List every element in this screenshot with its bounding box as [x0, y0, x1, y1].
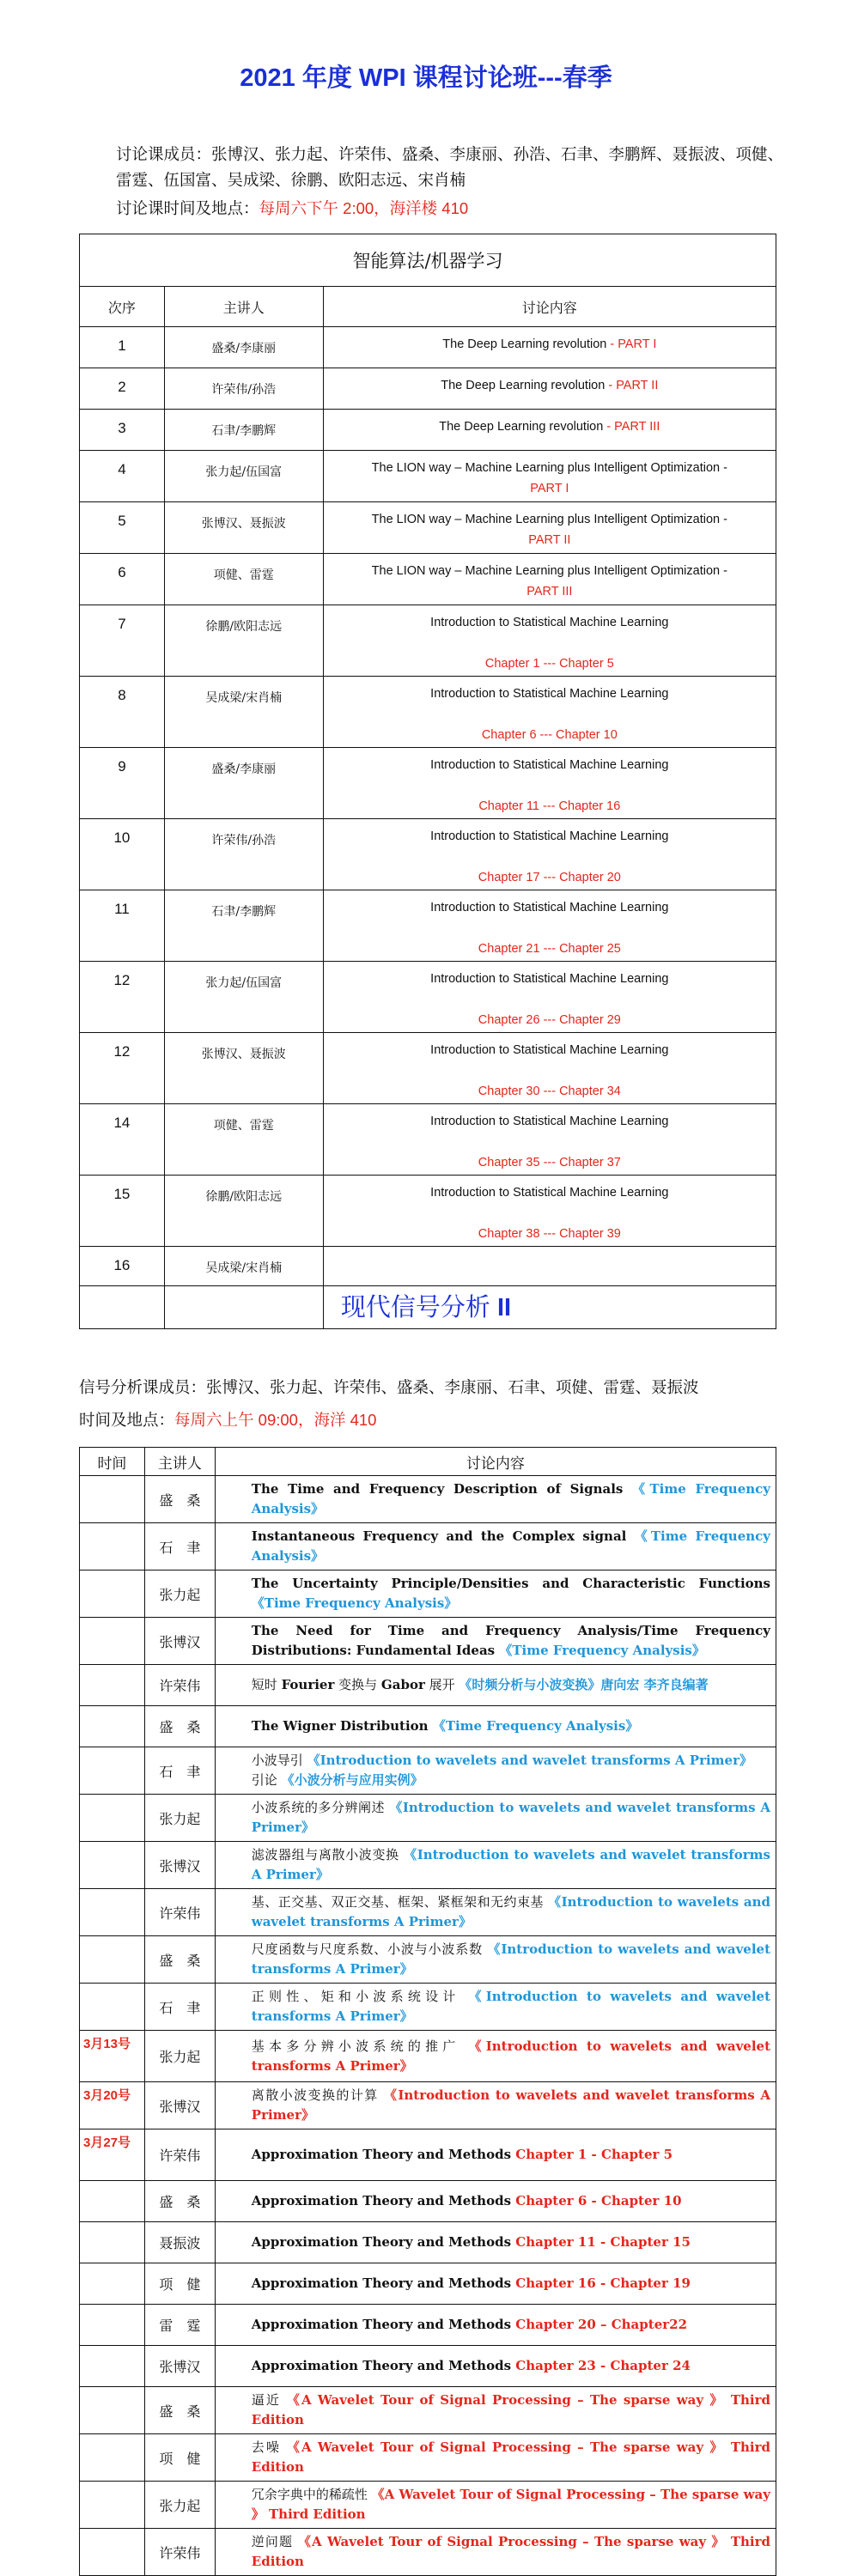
- content-segment: 《Time Frequency Analysis》: [499, 1643, 705, 1658]
- content-title: Introduction to Statistical Machine Learning: [430, 1115, 669, 1128]
- table-row: [80, 554, 776, 605]
- content-segment: 逼近: [251, 2392, 287, 2408]
- content-segment: 去噪: [251, 2439, 287, 2455]
- table-row: [80, 1936, 776, 1984]
- row-number: 2: [80, 368, 165, 410]
- content-title: Introduction to Statistical Machine Learning: [430, 829, 669, 843]
- row-speaker: 项 健: [144, 2263, 215, 2305]
- row-content: [215, 2263, 776, 2305]
- table-row: [80, 1747, 776, 1795]
- row-speaker: 石聿/李鹏辉: [164, 890, 323, 962]
- row-date: 3月27号: [80, 2129, 145, 2181]
- table-row: [80, 1476, 776, 1523]
- row-date: [80, 1842, 145, 1889]
- row-speaker: 许荣伟: [144, 1665, 215, 1706]
- content-chapters: PART II: [528, 533, 571, 547]
- row-speaker: 吴成梁/宋肖楠: [164, 677, 323, 748]
- title2-text: 现代信号分析: [340, 1294, 497, 1321]
- table-row: [80, 2346, 776, 2387]
- table-row: [80, 2482, 776, 2529]
- content-segment: The Time and Frequency Description of Signals: [251, 1481, 633, 1497]
- row-speaker: 张力起: [144, 2031, 215, 2082]
- table-row: [80, 410, 776, 451]
- row-content: [215, 2181, 776, 2222]
- header-speaker: 主讲人: [164, 287, 323, 327]
- content-title: Introduction to Statistical Machine Learning: [430, 687, 669, 701]
- row-date: [80, 1523, 145, 1571]
- row-number: 16: [80, 1247, 165, 1286]
- header-content: 讨论内容: [215, 1448, 776, 1476]
- row-speaker: 许荣伟: [144, 2129, 215, 2181]
- row-speaker: 徐鹏/欧阳志远: [164, 605, 323, 677]
- row-date: [80, 2529, 145, 2576]
- row-content: [215, 1476, 776, 1523]
- row-content: [323, 410, 776, 451]
- content-part: - PART III: [603, 420, 660, 434]
- content-title: The Deep Learning revolution: [439, 420, 604, 434]
- time-paragraph: [116, 196, 468, 222]
- row-speaker: 盛 桑: [144, 2181, 215, 2222]
- row-speaker: 盛 桑: [144, 2387, 215, 2434]
- row-speaker: 张博汉: [144, 1842, 215, 1889]
- members-list-2: 张博汉、张力起、许荣伟、盛桑、李康丽、石聿、项健、雷霆、聂振波: [206, 1379, 699, 1397]
- row-date: [80, 1476, 145, 1523]
- row-speaker: 张力起: [144, 1795, 215, 1842]
- row-content: [215, 1889, 776, 1936]
- course-title-1: 2021 年度 WPI 课程讨论班---春季: [240, 64, 612, 92]
- content-chapters: Chapter 11 --- Chapter 16: [478, 799, 621, 813]
- content-segment: 《Time Frequency Analysis》: [251, 1595, 458, 1611]
- row-speaker: 张博汉、聂振波: [164, 1033, 323, 1104]
- content-chapters: Chapter 38 --- Chapter 39: [478, 1227, 621, 1241]
- content-segment: 小波系统的多分辨阐述: [251, 1800, 390, 1815]
- content-chapters: Chapter 30 --- Chapter 34: [478, 1084, 621, 1098]
- row-date: [80, 2346, 145, 2387]
- row-content: [215, 2434, 776, 2482]
- table-row: [80, 1984, 776, 2031]
- table-row: [80, 2031, 776, 2082]
- row-date: [80, 1618, 145, 1665]
- course-title-2: [0, 1288, 852, 1323]
- content-segment: Chapter 16 - Chapter 19: [515, 2275, 691, 2291]
- content-title: Introduction to Statistical Machine Learning: [430, 1186, 669, 1200]
- table-row: [80, 2222, 776, 2263]
- row-content: [215, 2129, 776, 2181]
- content-segment: Approximation Theory and Methods: [251, 2317, 516, 2332]
- content-segment: 《Introduction to wavelets and wavelet transforms A Primer》: [251, 1894, 770, 1929]
- row-speaker: 雷 霆: [144, 2305, 215, 2346]
- row-speaker: 许荣伟/孙浩: [164, 819, 323, 890]
- row-content: [215, 1571, 776, 1618]
- table-row: [80, 2305, 776, 2346]
- content-segment: 小波导引: [251, 1753, 307, 1768]
- content-title: Introduction to Statistical Machine Learning: [430, 901, 669, 914]
- content-segment: 《时频分析与小波变换》唐向宏 李齐良编著: [459, 1677, 709, 1692]
- row-speaker: 吴成梁/宋肖楠: [164, 1247, 323, 1286]
- row-content: [323, 327, 776, 368]
- row-number: 3: [80, 410, 165, 451]
- table-row: [80, 1247, 776, 1286]
- content-segment: 《Time Frequency Analysis》: [432, 1718, 639, 1734]
- row-speaker: 盛 桑: [144, 1476, 215, 1523]
- row-number: 11: [80, 890, 165, 962]
- content-title: The Deep Learning revolution: [442, 337, 607, 351]
- row-date: [80, 1571, 145, 1618]
- row-content: [215, 2482, 776, 2529]
- content-segment: 《Introduction to wavelets and wavelet transforms A Primer》: [251, 2087, 770, 2123]
- row-number: 14: [80, 1104, 165, 1176]
- content-chapters: Chapter 26 --- Chapter 29: [478, 1013, 621, 1027]
- row-content: [215, 1523, 776, 1571]
- content-segment: 逆问题: [251, 2534, 298, 2549]
- row-content: [215, 2387, 776, 2434]
- row-number: 5: [80, 502, 165, 554]
- row-speaker: 聂振波: [144, 2222, 215, 2263]
- row-speaker: 石 聿: [144, 1523, 215, 1571]
- table-row: [80, 2181, 776, 2222]
- row-speaker: 项健、雷霆: [164, 554, 323, 605]
- row-speaker: 石聿/李鹏辉: [164, 410, 323, 451]
- content-segment: 基本多分辨小波系统的推广: [251, 2038, 469, 2054]
- table-row: [80, 1571, 776, 1618]
- row-content: [323, 748, 776, 819]
- row-speaker: 石 聿: [144, 1984, 215, 2031]
- table-row: [80, 748, 776, 819]
- ml-schedule-table: [79, 234, 776, 1329]
- table-row: [80, 962, 776, 1033]
- content-segment: Instantaneous Frequency and the Complex signal: [251, 1528, 635, 1544]
- row-speaker: 许荣伟: [144, 2529, 215, 2576]
- row-date: [80, 1936, 145, 1984]
- row-speaker: 石 聿: [144, 1747, 215, 1795]
- content-segment: The Wigner Distribution: [251, 1718, 433, 1734]
- content-segment: The Uncertainty Principle/Densities and Characteristic Functions: [251, 1576, 770, 1591]
- row-content: [323, 819, 776, 890]
- table-row: [80, 1889, 776, 1936]
- content-title: Introduction to Statistical Machine Learning: [430, 616, 669, 629]
- content-segment: 冗余字典中的稀疏性: [251, 2487, 372, 2502]
- row-date: [80, 2181, 145, 2222]
- row-speaker: 张力起/伍国富: [164, 451, 323, 502]
- row-content: [323, 890, 776, 962]
- content-segment: 《Introduction to wavelets and wavelet transforms A Primer》: [251, 1800, 770, 1835]
- table-row: [80, 368, 776, 410]
- row-speaker: 张力起/伍国富: [164, 962, 323, 1033]
- content-chapters: Chapter 21 --- Chapter 25: [478, 942, 621, 956]
- row-content: [215, 1842, 776, 1889]
- table-row: [80, 1033, 776, 1104]
- table-row: [80, 677, 776, 748]
- table-row: [80, 2529, 776, 2576]
- content-segment: 《A Wavelet Tour of Signal Processing – The sparse way 》 Third Edition: [251, 2392, 770, 2427]
- row-speaker: 张博汉: [144, 2346, 215, 2387]
- time-label-2: 时间及地点：: [79, 1412, 175, 1430]
- row-speaker: 许荣伟/孙浩: [164, 368, 323, 410]
- content-title: The LION way – Machine Learning plus Intelligent Optimization -: [371, 564, 727, 578]
- table-row: [80, 1842, 776, 1889]
- content-segment: 《A Wavelet Tour of Signal Processing – The sparse way 》 Third Edition: [251, 2439, 770, 2475]
- content-segment: The Need for Time and Frequency Analysis/Time Frequency Distributions: Fundamental Ideas: [251, 1623, 770, 1658]
- row-number: 9: [80, 748, 165, 819]
- table-row: [80, 502, 776, 554]
- row-date: [80, 2434, 145, 2482]
- content-segment: 《A Wavelet Tour of Signal Processing – The sparse way 》 Third Edition: [251, 2487, 770, 2522]
- header-time: 时间: [80, 1448, 145, 1476]
- members-label: 讨论课成员：: [116, 146, 212, 164]
- row-content: [215, 1618, 776, 1665]
- content-segment: Chapter 1 - Chapter 5: [515, 2147, 673, 2162]
- row-speaker: 盛桑/李康丽: [164, 327, 323, 368]
- content-chapters: Chapter 35 --- Chapter 37: [478, 1156, 621, 1170]
- content-segment: 正则性、矩和小波系统设计: [251, 1989, 469, 2004]
- content-segment: 尺度函数与尺度系数、小波与小波系数: [251, 1941, 488, 1957]
- row-content: [215, 1984, 776, 2031]
- table-row: [80, 1618, 776, 1665]
- row-content: [323, 1033, 776, 1104]
- content-segment: 《Introduction to wavelets and wavelet transforms A Primer》: [251, 2038, 770, 2074]
- content-segment: Chapter 20 – Chapter22: [515, 2317, 688, 2332]
- content-part: - PART I: [606, 337, 657, 351]
- content-segment: 《Introduction to wavelets and wavelet transforms A Primer》: [251, 1989, 770, 2024]
- content-segment: Fourier: [281, 1677, 335, 1692]
- row-content: [323, 451, 776, 502]
- row-content: [215, 1665, 776, 1706]
- members-label-2: 信号分析课成员：: [79, 1379, 207, 1397]
- content-title: The Deep Learning revolution: [441, 379, 606, 392]
- content-segment: Chapter 6 - Chapter 10: [515, 2193, 682, 2208]
- row-content: [215, 2529, 776, 2576]
- content-chapters: Chapter 1 --- Chapter 5: [484, 657, 614, 671]
- row-content: [323, 1247, 776, 1286]
- content-segment: 《Introduction to wavelets and wavelet transforms A Primer》: [251, 1847, 770, 1882]
- content-segment: Chapter 23 - Chapter 24: [515, 2358, 691, 2373]
- row-date: 3月20号: [80, 2082, 145, 2129]
- row-speaker: 盛桑/李康丽: [164, 748, 323, 819]
- content-segment: 变换与: [334, 1677, 381, 1692]
- content-segment: Chapter 11 - Chapter 15: [515, 2234, 691, 2250]
- content-part: - PART II: [605, 379, 659, 392]
- table-row: [80, 605, 776, 677]
- members-paragraph: [116, 143, 786, 194]
- time-paragraph-2: [79, 1407, 376, 1434]
- members-paragraph-2: [79, 1376, 783, 1401]
- row-date: 3月13号: [80, 2031, 145, 2082]
- row-speaker: 徐鹏/欧阳志远: [164, 1176, 323, 1247]
- content-chapters: Chapter 17 --- Chapter 20: [478, 871, 621, 884]
- row-content: [323, 605, 776, 677]
- row-date: [80, 1795, 145, 1842]
- row-speaker: 张博汉: [144, 1618, 215, 1665]
- table-row: [80, 2129, 776, 2181]
- time-label: 讨论课时间及地点：: [116, 200, 259, 218]
- table-row: [80, 1706, 776, 1747]
- row-content: [323, 677, 776, 748]
- content-segment: 《Introduction to wavelets and wavelet transforms A Primer》: [307, 1753, 752, 1768]
- table-row: [80, 2263, 776, 2305]
- content-segment: 短时: [251, 1677, 282, 1692]
- row-date: [80, 1747, 145, 1795]
- row-number: 10: [80, 819, 165, 890]
- row-number: 1: [80, 327, 165, 368]
- content-title: The LION way – Machine Learning plus Intelligent Optimization -: [371, 513, 727, 526]
- row-speaker: 项健、雷霆: [164, 1104, 323, 1176]
- row-content: [215, 1706, 776, 1747]
- content-title: Introduction to Statistical Machine Learning: [430, 758, 669, 772]
- row-date: [80, 1984, 145, 2031]
- time-value-2: 每周六上午 09:00，海洋 410: [174, 1411, 377, 1429]
- time-value: 每周六下午 2:00，海洋楼 410: [259, 199, 469, 217]
- row-speaker: 许荣伟: [144, 1889, 215, 1936]
- row-date: [80, 2263, 145, 2305]
- content-segment: 展开: [424, 1677, 459, 1692]
- row-speaker: 张博汉、聂振波: [164, 502, 323, 554]
- signal-schedule-table: [79, 1447, 776, 2576]
- row-content: [215, 1795, 776, 1842]
- row-content: [215, 2031, 776, 2082]
- row-number: 7: [80, 605, 165, 677]
- table-row: [80, 1523, 776, 1571]
- members-list: 张博汉、张力起、许荣伟、盛桑、李康丽、孙浩、石聿、李鹏辉、聂振波、项健、雷霆、伍国富、吴成梁、徐鹏、欧阳志远、宋肖楠: [116, 146, 784, 190]
- content-segment: 离散小波变换的计算: [251, 2087, 384, 2103]
- content-title: Introduction to Statistical Machine Learning: [430, 972, 669, 986]
- content-title: The LION way – Machine Learning plus Intelligent Optimization -: [371, 461, 727, 475]
- row-content: [215, 2346, 776, 2387]
- content-segment: Approximation Theory and Methods: [251, 2358, 516, 2373]
- row-speaker: 项 健: [144, 2434, 215, 2482]
- header-content: 讨论内容: [323, 287, 776, 327]
- table-row: [80, 2082, 776, 2129]
- row-content: [215, 2222, 776, 2263]
- table-row: [80, 451, 776, 502]
- row-speaker: 盛 桑: [144, 1706, 215, 1747]
- content-chapters: PART III: [526, 585, 573, 598]
- row-number: 6: [80, 554, 165, 605]
- header-speaker: 主讲人: [144, 1448, 215, 1476]
- content-chapters: Chapter 6 --- Chapter 10: [481, 728, 618, 742]
- table-row: [80, 2434, 776, 2482]
- table-row: [80, 1665, 776, 1706]
- content-segment: 《小波分析与应用实例》: [281, 1772, 423, 1788]
- table-row: [80, 890, 776, 962]
- content-segment: Approximation Theory and Methods: [251, 2275, 516, 2291]
- row-date: [80, 1665, 145, 1706]
- header-order: 次序: [80, 287, 165, 327]
- content-segment: 《Introduction to wavelets and wavelet transforms A Primer》: [251, 1941, 770, 1977]
- title2-numeral: II: [496, 1294, 512, 1321]
- content-segment: 《A Wavelet Tour of Signal Processing – The sparse way 》 Third Edition: [251, 2534, 770, 2569]
- row-speaker: 盛 桑: [144, 1936, 215, 1984]
- row-date: [80, 2305, 145, 2346]
- table-row: [80, 327, 776, 368]
- content-segment: Gabor: [380, 1677, 425, 1692]
- content-segment: Approximation Theory and Methods: [251, 2147, 516, 2162]
- content-chapters: PART I: [530, 482, 569, 495]
- table-caption: 智能算法/机器学习: [80, 234, 776, 287]
- row-content: [323, 368, 776, 410]
- row-content: [215, 2305, 776, 2346]
- content-segment: 基、正交基、双正交基、框架、紧框架和无约束基: [251, 1894, 549, 1910]
- content-title: Introduction to Statistical Machine Learning: [430, 1043, 669, 1057]
- row-content: [323, 502, 776, 554]
- row-date: [80, 1706, 145, 1747]
- row-date: [80, 2482, 145, 2529]
- row-speaker: 张力起: [144, 1571, 215, 1618]
- table-row: [80, 1176, 776, 1247]
- row-date: [80, 1889, 145, 1936]
- row-speaker: 张力起: [144, 2482, 215, 2529]
- row-number: 15: [80, 1176, 165, 1247]
- content-segment: 滤波器组与离散小波变换: [251, 1847, 405, 1862]
- row-number: 4: [80, 451, 165, 502]
- table-row: [80, 2387, 776, 2434]
- row-date: [80, 2387, 145, 2434]
- content-segment: Approximation Theory and Methods: [251, 2193, 516, 2208]
- content-segment: Approximation Theory and Methods: [251, 2234, 516, 2250]
- row-content: [323, 554, 776, 605]
- row-content: [215, 1936, 776, 1984]
- row-number: 12: [80, 1033, 165, 1104]
- table-row: [80, 819, 776, 890]
- row-content: [323, 1176, 776, 1247]
- content-segment: 《Time Frequency Analysis》: [251, 1481, 770, 1516]
- row-number: 12: [80, 962, 165, 1033]
- table-row: [80, 1795, 776, 1842]
- table-row: [80, 1104, 776, 1176]
- row-speaker: 张博汉: [144, 2082, 215, 2129]
- content-segment: 引论: [251, 1772, 282, 1788]
- content-segment: 《Time Frequency Analysis》: [251, 1528, 770, 1564]
- row-content: [215, 1747, 776, 1795]
- row-content: [215, 2082, 776, 2129]
- row-number: 8: [80, 677, 165, 748]
- row-date: [80, 2222, 145, 2263]
- row-content: [323, 1104, 776, 1176]
- row-content: [323, 962, 776, 1033]
